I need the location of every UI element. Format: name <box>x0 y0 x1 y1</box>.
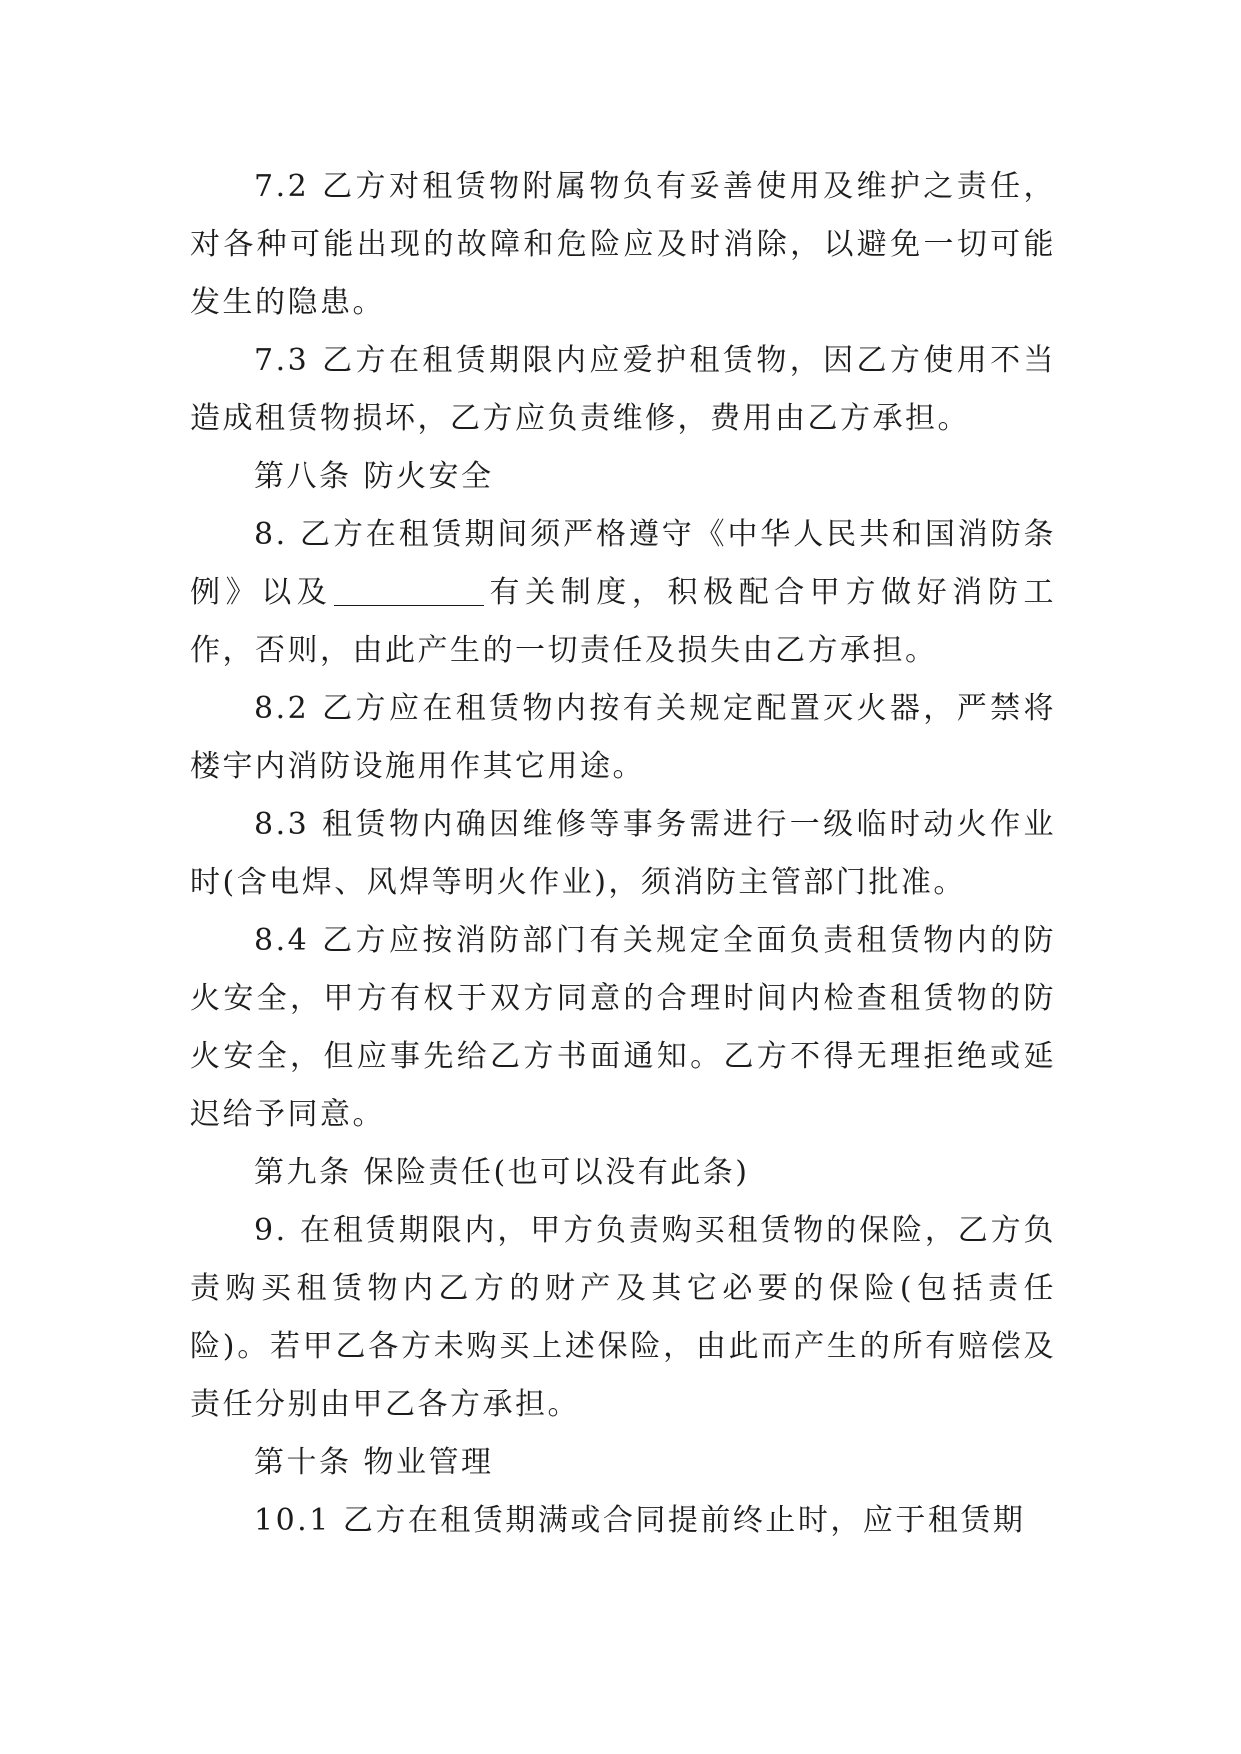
article-8-heading: 第八条 防火安全 <box>254 459 494 494</box>
document-body <box>190 158 1056 1550</box>
article-9-heading: 第九条 保险责任(也可以没有此条) <box>254 1155 750 1190</box>
clause-9: 9. 在租赁期限内，甲方负责购买租赁物的保险，乙方负责购买租赁物内乙方的财产及其它必要的保险(包括责任险)。若甲乙各方未购买上述保险，由此而产生的所有赔偿及责任分别由甲乙各方承担。 <box>190 1213 1056 1422</box>
clause-8-4: 8.4 乙方应按消防部门有关规定全面负责租赁物内的防火安全，甲方有权于双方同意的合理时间内检查租赁物的防火安全，但应事先给乙方书面通知。乙方不得无理拒绝或延迟给予同意。 <box>190 923 1056 1132</box>
fill-in-blank <box>334 575 484 606</box>
article-10-heading: 第十条 物业管理 <box>254 1445 494 1480</box>
clause-8-text-after: 有关制度，积极配合甲方做好消防工作，否则，由此产生的一切责任及损失由乙方承担。 <box>190 575 1057 668</box>
clause-10-1: 10.1 乙方在租赁期满或合同提前终止时，应于租赁期 <box>254 1503 1026 1538</box>
clause-8-3: 8.3 租赁物内确因维修等事务需进行一级临时动火作业时(含电焊、风焊等明火作业)，须消防主管部门批准。 <box>190 807 1056 900</box>
clause-8 <box>190 506 1056 680</box>
clause-8-2: 8.2 乙方应在租赁物内按有关规定配置灭火器，严禁将楼宇内消防设施用作其它用途。 <box>190 691 1056 784</box>
clause-7-2: 7.2 乙方对租赁物附属物负有妥善使用及维护之责任，对各种可能出现的故障和危险应及时消除，以避免一切可能发生的隐患。 <box>190 169 1056 320</box>
clause-8-text-before: 8. 乙方在租赁期间须严格遵守《中华人民共和国消防条例》以及 <box>190 517 1056 610</box>
clause-7-3: 7.3 乙方在租赁期限内应爱护租赁物，因乙方使用不当造成租赁物损坏，乙方应负责维修，费用由乙方承担。 <box>190 343 1056 436</box>
